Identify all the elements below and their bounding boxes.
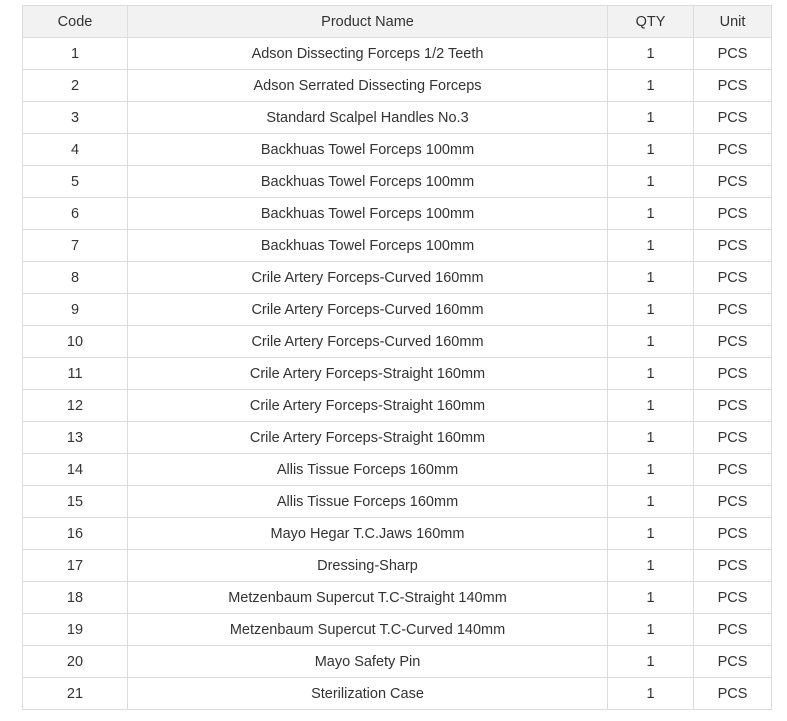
table-row xyxy=(23,102,772,134)
cell-product-name: Backhuas Towel Forceps 100mm xyxy=(128,230,608,262)
cell-product-name: Adson Serrated Dissecting Forceps xyxy=(128,70,608,102)
cell-qty: 1 xyxy=(608,582,694,614)
cell-unit: PCS xyxy=(694,582,772,614)
cell-code: 8 xyxy=(23,262,128,294)
cell-product-name: Mayo Safety Pin xyxy=(128,646,608,678)
cell-unit: PCS xyxy=(694,486,772,518)
table-row xyxy=(23,614,772,646)
cell-unit: PCS xyxy=(694,102,772,134)
cell-qty: 1 xyxy=(608,518,694,550)
table-row xyxy=(23,646,772,678)
cell-product-name: Allis Tissue Forceps 160mm xyxy=(128,454,608,486)
cell-code: 6 xyxy=(23,198,128,230)
cell-code: 12 xyxy=(23,390,128,422)
cell-code: 9 xyxy=(23,294,128,326)
table-row xyxy=(23,582,772,614)
cell-code: 1 xyxy=(23,38,128,70)
cell-qty: 1 xyxy=(608,230,694,262)
cell-qty: 1 xyxy=(608,166,694,198)
cell-code: 15 xyxy=(23,486,128,518)
cell-qty: 1 xyxy=(608,358,694,390)
cell-unit: PCS xyxy=(694,230,772,262)
cell-unit: PCS xyxy=(694,38,772,70)
header-qty: QTY xyxy=(608,6,694,38)
cell-qty: 1 xyxy=(608,390,694,422)
cell-unit: PCS xyxy=(694,518,772,550)
cell-code: 19 xyxy=(23,614,128,646)
table-header xyxy=(23,6,772,38)
cell-qty: 1 xyxy=(608,486,694,518)
table-row xyxy=(23,422,772,454)
cell-unit: PCS xyxy=(694,422,772,454)
cell-unit: PCS xyxy=(694,134,772,166)
cell-code: 21 xyxy=(23,678,128,710)
cell-qty: 1 xyxy=(608,550,694,582)
table-row xyxy=(23,166,772,198)
cell-qty: 1 xyxy=(608,262,694,294)
header-unit: Unit xyxy=(694,6,772,38)
table-row xyxy=(23,486,772,518)
cell-product-name: Crile Artery Forceps-Curved 160mm xyxy=(128,294,608,326)
cell-unit: PCS xyxy=(694,166,772,198)
cell-product-name: Crile Artery Forceps-Curved 160mm xyxy=(128,262,608,294)
table-row xyxy=(23,550,772,582)
cell-unit: PCS xyxy=(694,358,772,390)
table-row xyxy=(23,678,772,710)
cell-unit: PCS xyxy=(694,262,772,294)
cell-unit: PCS xyxy=(694,198,772,230)
product-table xyxy=(22,5,772,710)
cell-qty: 1 xyxy=(608,134,694,166)
cell-code: 17 xyxy=(23,550,128,582)
cell-qty: 1 xyxy=(608,198,694,230)
table-body xyxy=(23,38,772,710)
cell-code: 4 xyxy=(23,134,128,166)
cell-product-name: Standard Scalpel Handles No.3 xyxy=(128,102,608,134)
cell-unit: PCS xyxy=(694,646,772,678)
table-row xyxy=(23,70,772,102)
cell-qty: 1 xyxy=(608,454,694,486)
cell-unit: PCS xyxy=(694,294,772,326)
cell-unit: PCS xyxy=(694,550,772,582)
cell-code: 20 xyxy=(23,646,128,678)
cell-qty: 1 xyxy=(608,326,694,358)
cell-product-name: Metzenbaum Supercut T.C-Straight 140mm xyxy=(128,582,608,614)
cell-code: 2 xyxy=(23,70,128,102)
cell-code: 3 xyxy=(23,102,128,134)
product-table-container xyxy=(22,5,772,710)
cell-code: 16 xyxy=(23,518,128,550)
cell-product-name: Backhuas Towel Forceps 100mm xyxy=(128,134,608,166)
table-row xyxy=(23,38,772,70)
cell-product-name: Crile Artery Forceps-Straight 160mm xyxy=(128,422,608,454)
cell-product-name: Crile Artery Forceps-Straight 160mm xyxy=(128,390,608,422)
cell-product-name: Crile Artery Forceps-Straight 160mm xyxy=(128,358,608,390)
header-product-name: Product Name xyxy=(128,6,608,38)
cell-qty: 1 xyxy=(608,102,694,134)
cell-code: 14 xyxy=(23,454,128,486)
cell-qty: 1 xyxy=(608,422,694,454)
table-row xyxy=(23,390,772,422)
cell-code: 11 xyxy=(23,358,128,390)
cell-product-name: Allis Tissue Forceps 160mm xyxy=(128,486,608,518)
cell-code: 13 xyxy=(23,422,128,454)
cell-code: 10 xyxy=(23,326,128,358)
cell-unit: PCS xyxy=(694,454,772,486)
table-row xyxy=(23,518,772,550)
table-row xyxy=(23,230,772,262)
cell-unit: PCS xyxy=(694,70,772,102)
table-row xyxy=(23,454,772,486)
cell-product-name: Sterilization Case xyxy=(128,678,608,710)
table-row xyxy=(23,326,772,358)
cell-qty: 1 xyxy=(608,614,694,646)
cell-product-name: Backhuas Towel Forceps 100mm xyxy=(128,198,608,230)
cell-qty: 1 xyxy=(608,38,694,70)
cell-unit: PCS xyxy=(694,326,772,358)
cell-product-name: Backhuas Towel Forceps 100mm xyxy=(128,166,608,198)
table-row xyxy=(23,198,772,230)
cell-code: 7 xyxy=(23,230,128,262)
table-row xyxy=(23,134,772,166)
table-row xyxy=(23,358,772,390)
table-row xyxy=(23,294,772,326)
cell-code: 5 xyxy=(23,166,128,198)
cell-qty: 1 xyxy=(608,294,694,326)
table-row xyxy=(23,262,772,294)
cell-unit: PCS xyxy=(694,614,772,646)
cell-qty: 1 xyxy=(608,70,694,102)
cell-product-name: Crile Artery Forceps-Curved 160mm xyxy=(128,326,608,358)
cell-unit: PCS xyxy=(694,678,772,710)
cell-qty: 1 xyxy=(608,678,694,710)
cell-product-name: Dressing-Sharp xyxy=(128,550,608,582)
cell-product-name: Adson Dissecting Forceps 1/2 Teeth xyxy=(128,38,608,70)
header-row xyxy=(23,6,772,38)
cell-code: 18 xyxy=(23,582,128,614)
cell-product-name: Metzenbaum Supercut T.C-Curved 140mm xyxy=(128,614,608,646)
header-code: Code xyxy=(23,6,128,38)
cell-unit: PCS xyxy=(694,390,772,422)
cell-product-name: Mayo Hegar T.C.Jaws 160mm xyxy=(128,518,608,550)
cell-qty: 1 xyxy=(608,646,694,678)
